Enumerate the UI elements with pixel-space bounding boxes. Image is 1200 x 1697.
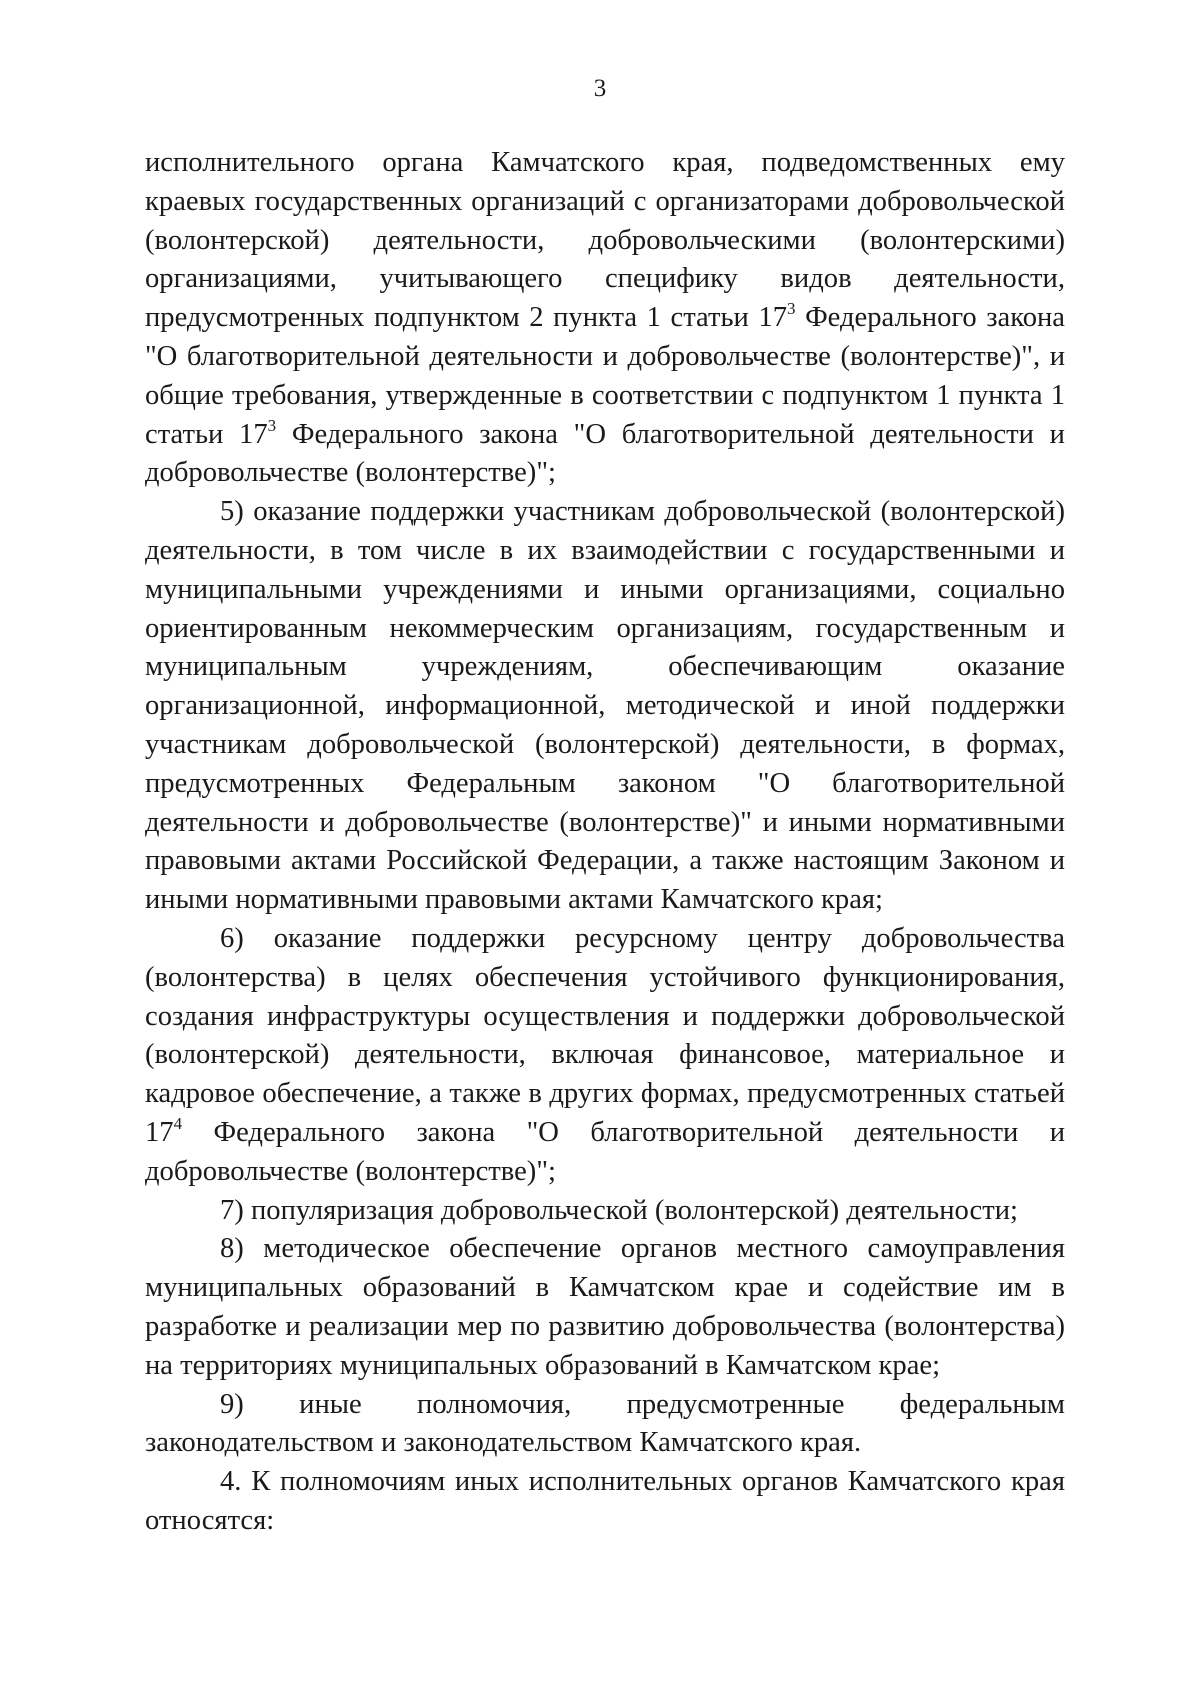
superscript: 3 [787,299,796,319]
paragraph-item-6 [145,920,1065,1192]
paragraph-continuation [145,144,1065,493]
paragraph-text: Федерального закона "О благотворительной деятельности и добровольчестве (волонтерстве)"; [145,418,1065,489]
page-number: 3 [593,75,607,102]
paragraph-item-9: 9) иные полномочия, предусмотренные федеральным законодательством и законодательством Камчатского края. [145,1388,1065,1459]
paragraph-item-7: 7) популяризация добровольческой (волонтерской) деятельности; [220,1194,1018,1226]
paragraph-section-4: 4. К полномочиям иных исполнительных органов Камчатского края относятся: [145,1466,1065,1536]
document-body [145,144,1065,1541]
paragraph-text: исполнительного органа Камчатского края, подведомственных ему краевых государственных организаций с организаторами добровольческой (волонтерской) деятельности, добровольческими (волонтерскими) организациями, учитывающего специфику видов деятельности, предусмотренных подпунктом 2 пункта 1 статьи 17 [145,147,1065,334]
paragraph-text: 6) оказание поддержки ресурсному центру добровольчества (волонтерства) в целях обеспечения устойчивого функционирования, создания инфраструктуры осуществления и поддержки добровольческой (волонтерской) деятельности, включая финансовое, материальное и кадровое обеспечение, а также в других формах, предусмотренных статьей 17 [145,922,1065,1148]
paragraph-item-8: 8) методическое обеспечение органов местного самоуправления муниципальных образований в Камчатском крае и содействие им в разработке и реализации мер по развитию добровольчества (волонтерства) на территориях муниципальных образований в Камчатском крае; [145,1233,1065,1381]
paragraph-text: Федерального закона "О благотворительной деятельности и добровольчестве (волонтерстве)", и общие требования, утвержденные в соответствии с подпунктом 1 пункта 1 статьи 17 [145,302,1065,450]
superscript: 3 [267,415,277,435]
paragraph-text: Федерального закона "О благотворительной деятельности и добровольчестве (волонтерстве)"; [145,1116,1065,1187]
paragraph-item-5: 5) оказание поддержки участникам добровольческой (волонтерской) деятельности, в том числе в их взаимодействии с государственными и муниципальными учреждениями и иными организациями, социально ориентированным некоммерческим организациям, государственным и муниципальным учреждениям, обеспечивающим оказание организационной, информационной, методической и иной поддержки участникам добровольческой (волонтерской) деятельности, в формах, предусмотренных Федеральным законом "О благотворительной деятельности и добровольчестве (волонтерстве)" и иными нормативными правовыми актами Российской Федерации, а также настоящим Законом и иными нормативными правовыми актами Камчатского края; [145,496,1065,916]
superscript: 4 [173,1113,183,1133]
